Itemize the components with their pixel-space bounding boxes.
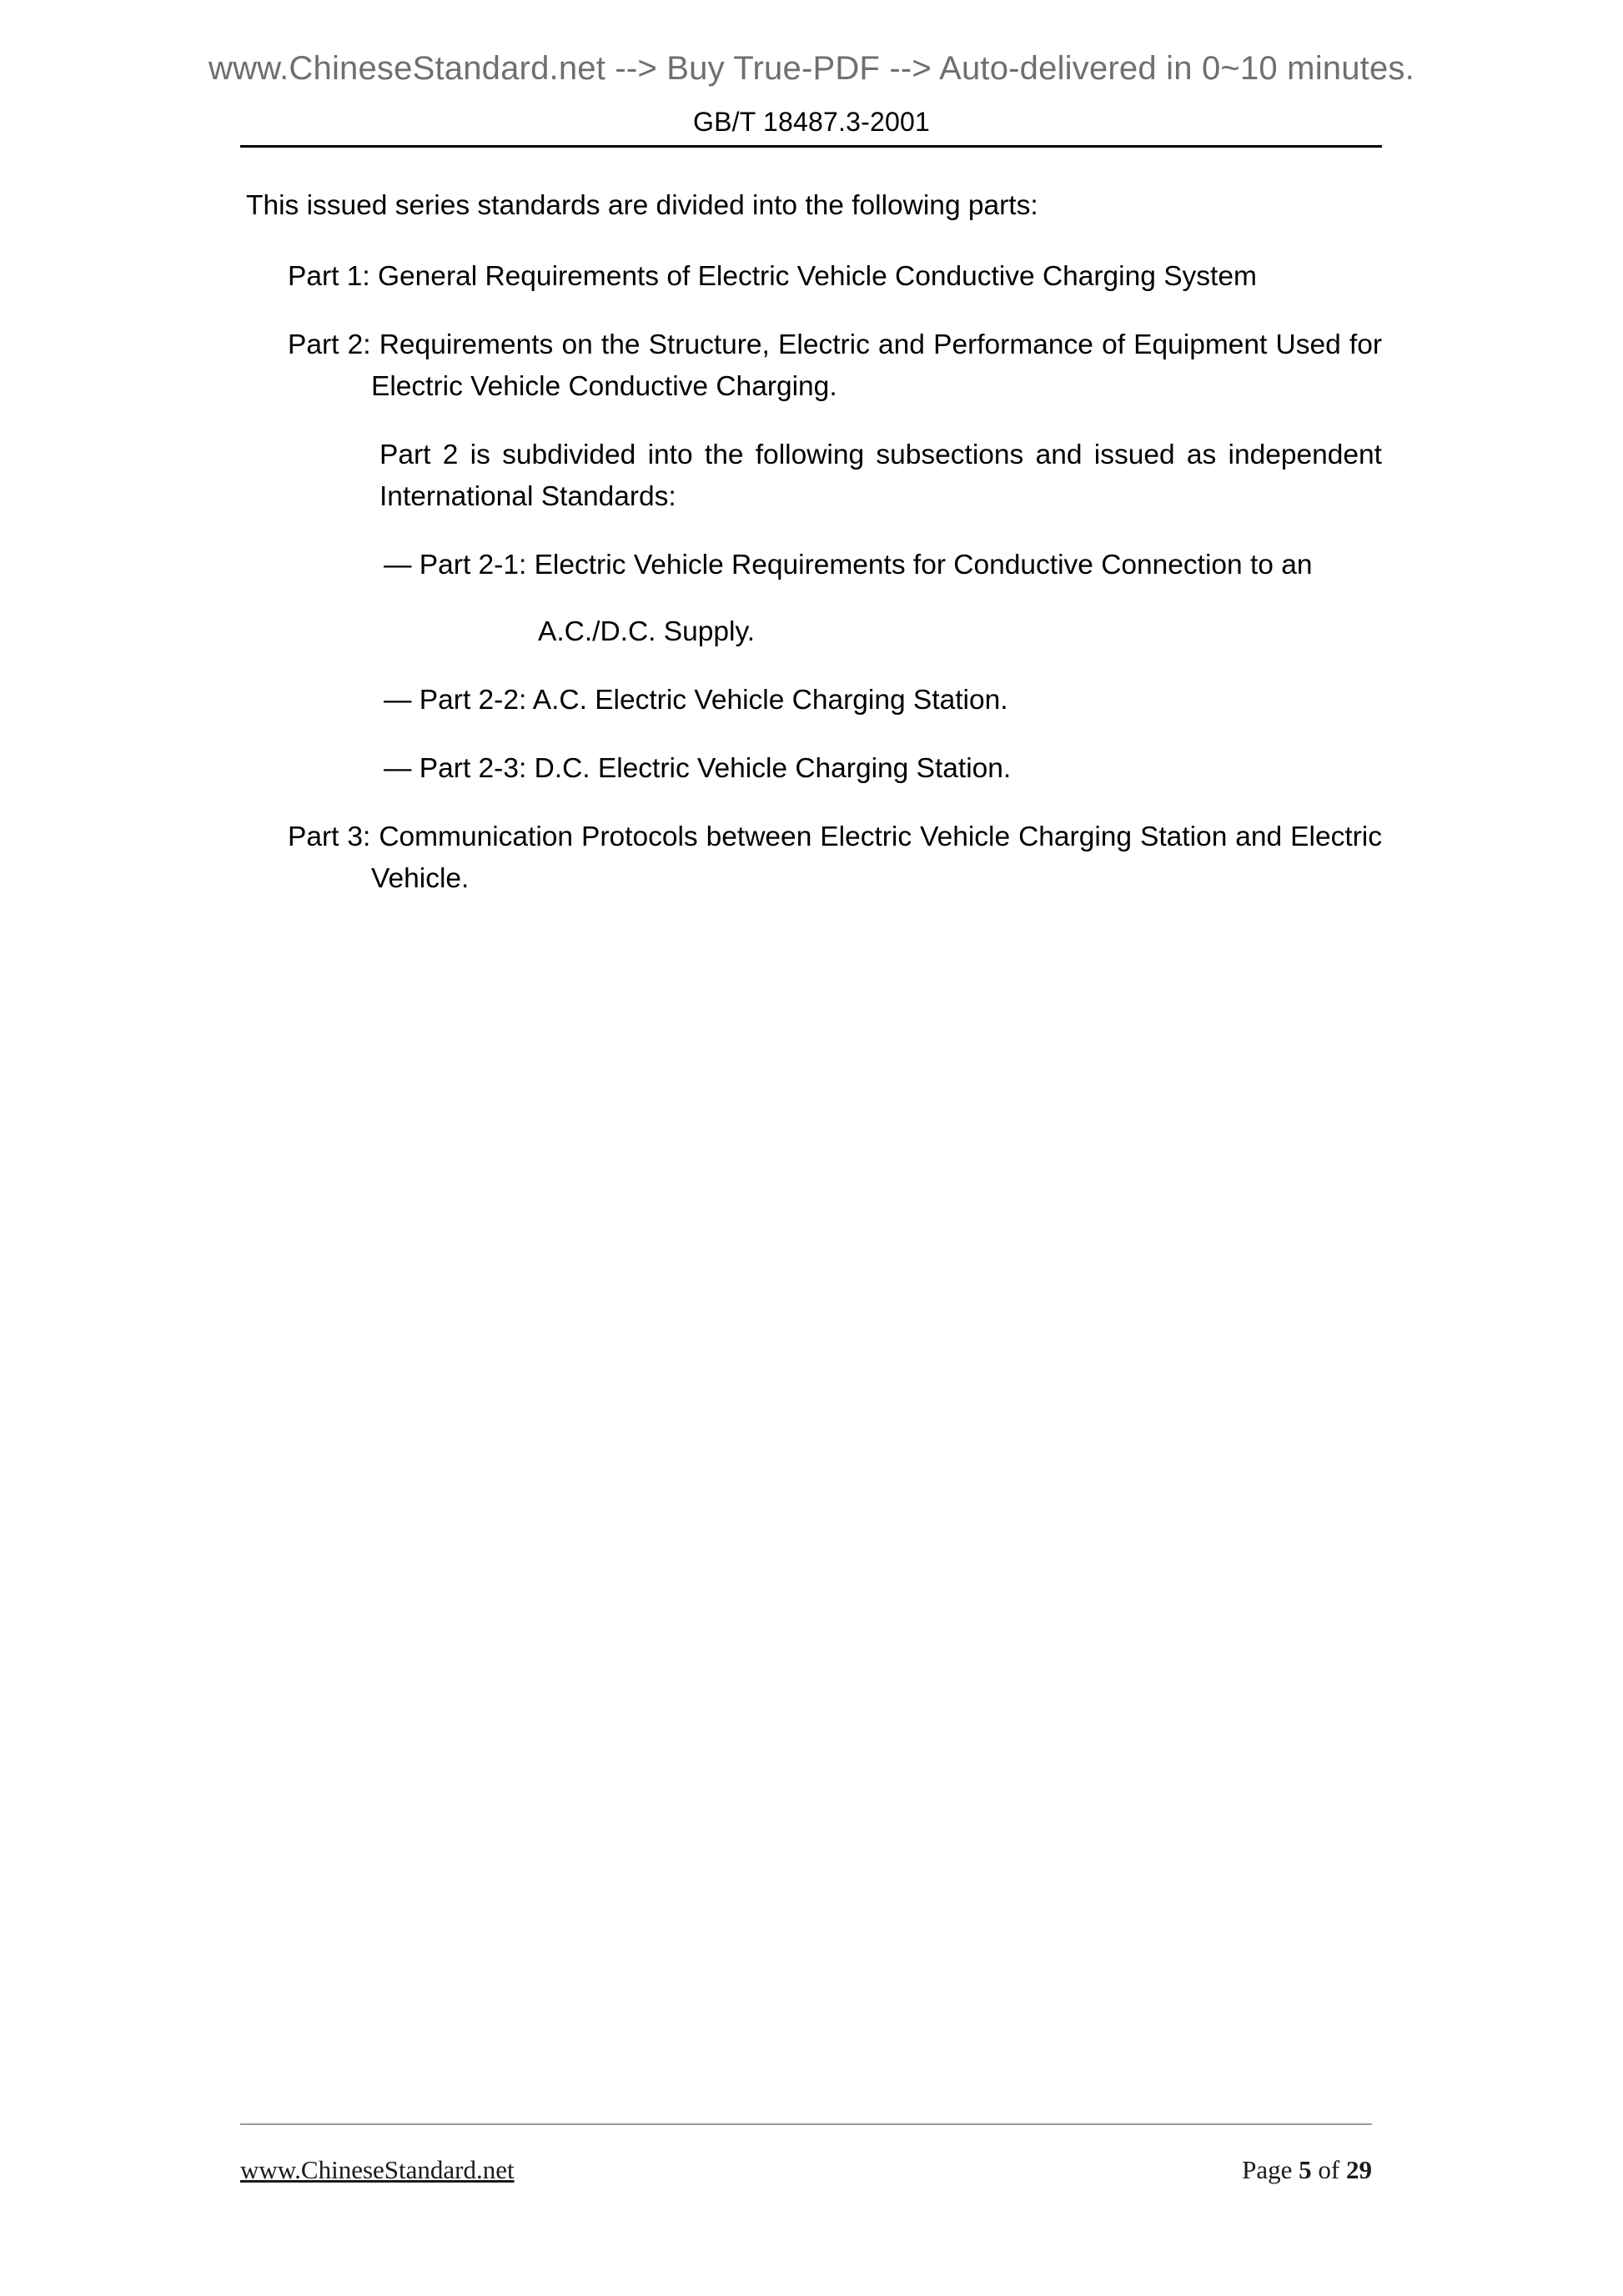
part-2-2-item: — Part 2-2: A.C. Electric Vehicle Charging Station. xyxy=(384,685,1008,716)
footer-site-link[interactable]: www.ChineseStandard.net xyxy=(240,2155,515,2184)
watermark-promo-text: www.ChineseStandard.net --> Buy True-PDF --> Auto-delivered in 0~10 minutes. xyxy=(209,50,1414,87)
standard-code-header: GB/T 18487.3-2001 xyxy=(693,107,930,137)
page-number-indicator xyxy=(1242,2155,1372,2185)
page-current-number: 5 xyxy=(1299,2155,1312,2184)
page-footer xyxy=(240,2155,1372,2195)
part-1-paragraph xyxy=(288,256,1382,298)
part-2-1-item: — Part 2-1: Electric Vehicle Requirements for Conductive Connection to an xyxy=(384,550,1313,580)
part-2-1-continuation: A.C./D.C. Supply. xyxy=(538,616,756,647)
document-body xyxy=(246,185,1382,927)
header-divider-rule xyxy=(240,145,1382,148)
page-total-number: 29 xyxy=(1346,2155,1372,2184)
part-1-text: Part 1: General Requirements of Electric Vehicle Conductive Charging System xyxy=(288,261,1257,292)
part-2-paragraph xyxy=(288,324,1382,408)
part-3-paragraph xyxy=(288,816,1382,900)
part-2-3-item: — Part 2-3: D.C. Electric Vehicle Charging Station. xyxy=(384,753,1012,784)
intro-paragraph: This issued series standards are divided into the following parts: xyxy=(246,190,1038,221)
part-2-subsections-intro: Part 2 is subdivided into the following subsections and issued as independent International Standards: xyxy=(379,440,1382,512)
part-3-text: Part 3: Communication Protocols between Electric Vehicle Charging Station and Electric Vehicle. xyxy=(288,821,1382,894)
page-label-prefix: Page xyxy=(1242,2155,1299,2184)
part-2-text: Part 2: Requirements on the Structure, Electric and Performance of Equipment Used for Electric Vehicle Conductive Charging. xyxy=(288,329,1382,402)
footer-divider-rule xyxy=(240,2123,1372,2125)
page-label-middle: of xyxy=(1311,2155,1346,2184)
